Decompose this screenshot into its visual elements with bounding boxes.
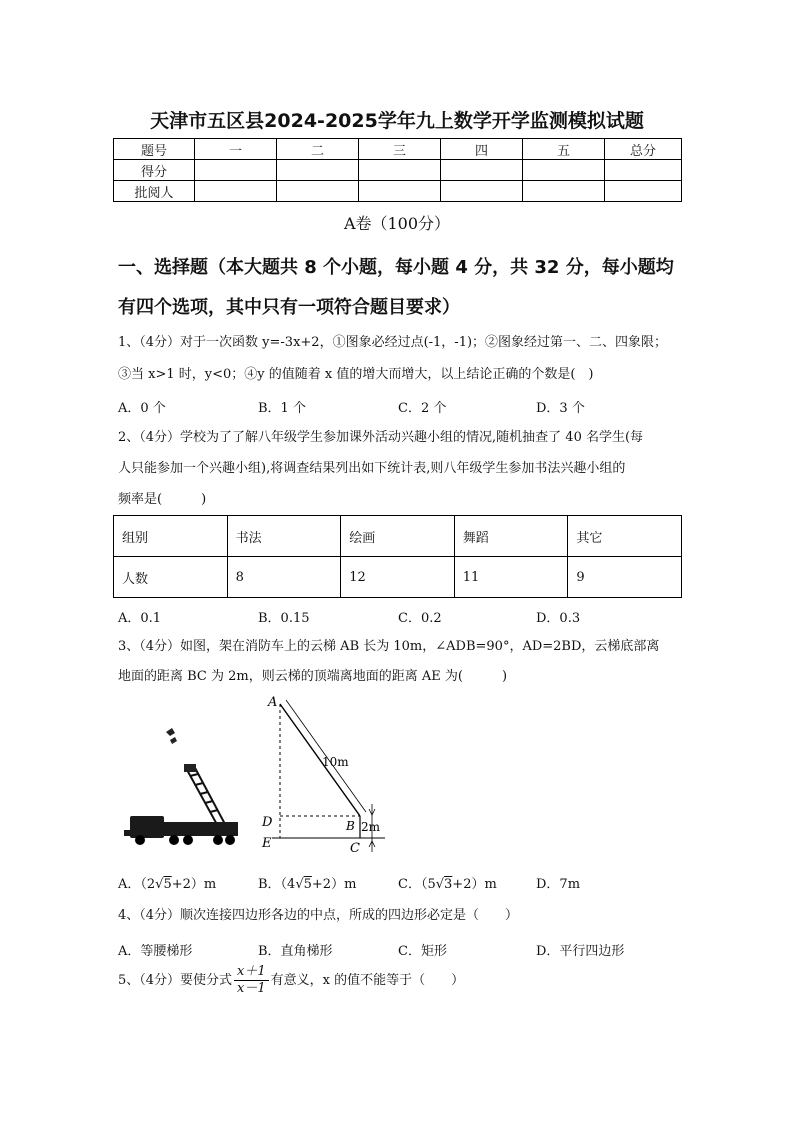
q1-line1: 1、（4分）对于一次函数 y=-3x+2，①图象必经过点(-1，-1)；②图象经过第一、二、四象限； [118, 335, 668, 350]
grader-cell [359, 181, 441, 202]
q4-options [118, 940, 688, 960]
label-e: E [262, 836, 272, 851]
q4-option-c: C．矩形 [398, 944, 447, 959]
q2-line1: 2、（4分）学校为了了解八年级学生参加课外活动兴趣小组的情况,随机抽查了 40 名学生(每 [118, 430, 644, 445]
score-cell [359, 160, 441, 181]
sqrt-icon: √ [295, 877, 304, 892]
ladder-geometry-diagram [250, 692, 400, 857]
score-header-cell: 五 [523, 139, 605, 160]
q1-option-d: D．3 个 [536, 401, 585, 416]
score-row [114, 160, 682, 181]
q3-option-c [398, 873, 497, 892]
fraction-denominator: x－1 [237, 981, 266, 996]
label-c: C [350, 841, 360, 856]
part1-heading-line1: 一、选择题（本大题共 8 个小题，每小题 4 分，共 32 分，每小题均 [118, 257, 674, 278]
label-a: A [268, 695, 278, 710]
stats-row-groups [114, 516, 682, 557]
grader-row-label: 批阅人 [114, 181, 195, 202]
exam-title: 天津市五区县2024-2025学年九上数学开学监测模拟试题 [150, 110, 644, 132]
score-header-cell: 三 [359, 139, 441, 160]
grader-cell [523, 181, 605, 202]
score-cell [605, 160, 682, 181]
label-b: B [346, 819, 355, 833]
q1-option-a: A．0 个 [118, 401, 166, 416]
q3-line1: 3、（4分）如图，架在消防车上的云梯 AB 长为 10m，∠ADB=90°，AD=2BD，云梯底部离 [118, 639, 660, 654]
radicand: 5 [303, 877, 312, 892]
grader-cell [195, 181, 277, 202]
q3-line2: 地面的距离 BC 为 2m，则云梯的顶端离地面的距离 AE 为( ) [118, 669, 508, 684]
ladder-icon [186, 766, 226, 830]
q5-fraction [234, 964, 269, 997]
q4-option-a: A．等腰梯形 [118, 944, 193, 959]
score-cell [277, 160, 359, 181]
stats-cell: 11 [454, 557, 568, 598]
q3-options [118, 873, 688, 893]
q3-option-a [118, 873, 216, 892]
label-10m: 10m [322, 755, 349, 769]
section-a-title: A卷（100分） [343, 214, 451, 233]
stats-cell: 8 [227, 557, 341, 598]
grader-cell [441, 181, 523, 202]
q2-option-a: A．0.1 [118, 611, 162, 626]
stats-cell: 9 [568, 557, 682, 598]
score-header-cell: 一 [195, 139, 277, 160]
q5-line [118, 964, 688, 997]
sqrt-icon: √ [155, 877, 164, 892]
q1-option-c: C．2 个 [398, 401, 447, 416]
q2-option-c: C．0.2 [398, 611, 442, 626]
stats-cell: 舞蹈 [454, 516, 568, 557]
option-suffix: +2）m [452, 877, 497, 892]
q1-line2: ③当 x>1 时，y<0；④y 的值随着 x 值的增大而增大，以上结论正确的个数是( ) [118, 367, 594, 382]
radicand: 3 [444, 877, 453, 892]
q4-option-b: B．直角梯形 [258, 944, 333, 959]
score-cell [195, 160, 277, 181]
stats-cell: 12 [341, 557, 455, 598]
part1-heading-line2: 有四个选项，其中只有一项符合题目要求） [118, 297, 460, 318]
radicand: 5 [163, 877, 172, 892]
q1-option-b: B．1 个 [258, 401, 306, 416]
q4-option-d: D．平行四边形 [536, 944, 625, 959]
option-prefix: B．（4 [258, 877, 296, 892]
option-suffix: +2）m [311, 877, 357, 892]
stats-cell: 绘画 [341, 516, 455, 557]
q1-options [118, 397, 688, 417]
q2-option-d: D．0.3 [536, 611, 581, 626]
q4-line1: 4、（4分）顺次连接四边形各边的中点，所成的四边形必定是（ ） [118, 908, 519, 923]
score-header-row [114, 139, 682, 160]
option-suffix: +2）m [171, 877, 217, 892]
q3-option-b [258, 873, 356, 892]
grader-cell [277, 181, 359, 202]
stats-cell: 书法 [227, 516, 341, 557]
q2-line3: 频率是( ) [118, 492, 207, 507]
fire-truck-illustration [122, 720, 242, 850]
label-2m: 2m [361, 820, 381, 834]
score-cell [523, 160, 605, 181]
score-table [113, 138, 682, 202]
option-prefix: A．（2 [118, 877, 156, 892]
stats-cell: 组别 [114, 516, 228, 557]
stats-cell: 其它 [568, 516, 682, 557]
score-header-cell: 二 [277, 139, 359, 160]
score-header-cell: 题号 [114, 139, 195, 160]
score-header-cell: 总分 [605, 139, 682, 160]
score-row-label: 得分 [114, 160, 195, 181]
q2-options [118, 607, 688, 627]
truck-body [124, 816, 238, 838]
grader-cell [605, 181, 682, 202]
q2-stats-table [113, 515, 682, 598]
label-d: D [262, 815, 273, 830]
q5-prefix: 5、（4分）要使分式 [118, 973, 233, 988]
score-header-cell: 四 [441, 139, 523, 160]
ladder-basket [184, 764, 196, 772]
fraction-numerator: x＋1 [234, 964, 269, 981]
q5-suffix: 有意义，x 的值不能等于（ ） [270, 973, 465, 988]
q3-option-d: D．7m [536, 877, 581, 892]
sqrt-icon: √ [435, 877, 445, 892]
option-prefix: C．（5 [398, 877, 436, 892]
q2-line2: 人只能参加一个兴趣小组),将调查结果列出如下统计表,则八年级学生参加书法兴趣小组的 [118, 461, 626, 476]
score-cell [441, 160, 523, 181]
grader-row [114, 181, 682, 202]
water-spray-icon [166, 728, 177, 744]
q2-option-b: B．0.15 [258, 611, 310, 626]
stats-cell: 人数 [114, 557, 228, 598]
stats-row-counts [114, 557, 682, 598]
